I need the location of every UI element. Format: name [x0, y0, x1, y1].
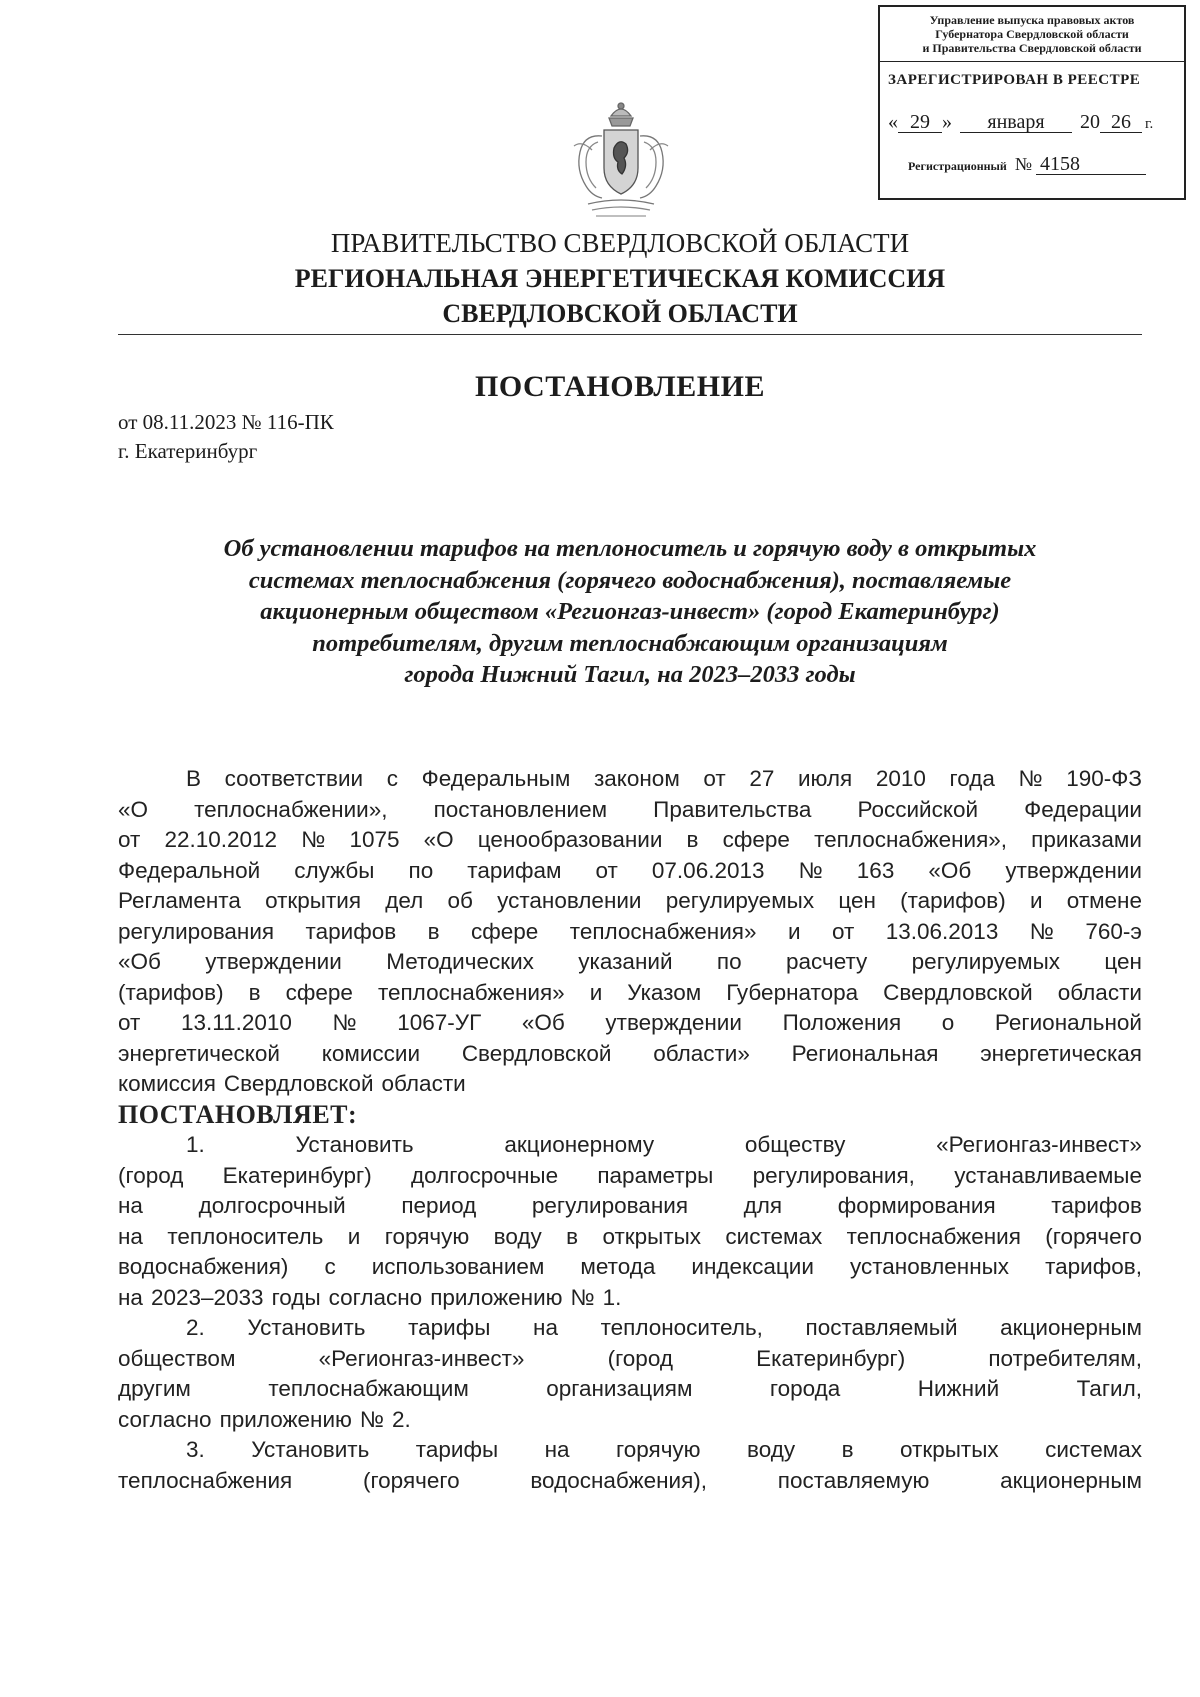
stamp-office-name: Управление выпуска правовых актов Губернатора Свердловской области и Правительства Свердловской области: [880, 7, 1184, 62]
commission-name-line2: СВЕРДЛОВСКОЙ ОБЛАСТИ: [442, 299, 798, 328]
body-line: «Об утверждении Методических указаний по расчету регулируемых цен: [118, 949, 1142, 974]
stamp-month: января: [960, 112, 1072, 133]
coat-of-arms-emblem: [562, 100, 680, 220]
body-line: обществом «Регионгаз-инвест» (город Екатеринбург) потребителям,: [118, 1345, 1142, 1371]
subject-line: города Нижний Тагил, на 2023–2033 годы: [404, 661, 856, 688]
body-line: на теплоноситель и горячую воду в открытых системах теплоснабжения (горячего: [118, 1223, 1142, 1249]
stamp-registered-label: ЗАРЕГИСТРИРОВАН В РЕЕСТРЕ: [888, 72, 1141, 88]
body-line: от 22.10.2012 № 1075 «О ценообразовании в сфере теплоснабжения», приказами: [118, 827, 1142, 852]
body-line: (город Екатеринбург) долгосрочные параметры регулирования, устанавливаемые: [118, 1162, 1142, 1188]
document-subject: [140, 533, 1120, 691]
body-line: водоснабжения) с использованием метода индексации установленных тарифов,: [118, 1254, 1142, 1279]
body-line: 3. Установить тарифы на горячую воду в открытых системах: [186, 1437, 1142, 1462]
stamp-date: « 29 » января 20 26 г.: [888, 111, 1154, 133]
body-line: 1. Установить акционерному обществу «Регионгаз-инвест»: [186, 1132, 1142, 1157]
body-line: теплоснабжения (горячего водоснабжения), поставляемую акционерным: [118, 1467, 1142, 1493]
item-2: [118, 1313, 1142, 1435]
stamp-year: 26: [1100, 112, 1142, 133]
body-line: Федеральной службы по тарифам от 07.06.2013 № 163 «Об утверждении: [118, 857, 1142, 883]
subject-line: акционерным обществом «Регионгаз-инвест» (город Екатеринбург): [260, 598, 1000, 625]
government-name: ПРАВИТЕЛЬСТВО СВЕРДЛОВСКОЙ ОБЛАСТИ: [330, 228, 910, 258]
header-divider: [118, 334, 1142, 335]
commission-name-line1: РЕГИОНАЛЬНАЯ ЭНЕРГЕТИЧЕСКАЯ КОМИССИЯ: [294, 264, 946, 293]
body-line: на долгосрочный период регулирования для формирования тарифов: [118, 1193, 1142, 1218]
item-3: [118, 1435, 1142, 1496]
subject-line: потребителям, другим теплоснабжающим организациям: [312, 629, 948, 657]
body-line: (тарифов) в сфере теплоснабжения» и Указом Губернатора Свердловской области: [118, 979, 1142, 1005]
body-line: согласно приложению № 2.: [118, 1406, 411, 1432]
subject-line: системах теплоснабжения (горячего водоснабжения), поставляемые: [248, 566, 1012, 594]
document-body: [118, 764, 1142, 1496]
body-line: 2. Установить тарифы на теплоноситель, поставляемый акционерным: [186, 1315, 1142, 1340]
body-line: энергетической комиссии Свердловской области» Региональная энергетическая: [118, 1040, 1142, 1066]
document-type-title: ПОСТАНОВЛЕНИЕ: [475, 370, 765, 403]
body-line: другим теплоснабжающим организациям города Нижний Тагил,: [118, 1376, 1142, 1401]
preamble: [118, 764, 1142, 1100]
stamp-registration-number: Регистрационный № 4158: [908, 154, 1184, 175]
body-line: «О теплоснабжении», постановлением Правительства Российской Федерации: [118, 796, 1142, 822]
body-line: на 2023–2033 годы согласно приложению № 1.: [118, 1284, 622, 1310]
stamp-day: 29: [898, 112, 942, 133]
stamp-number-value: 4158: [1036, 154, 1146, 175]
document-city: г. Екатеринбург: [118, 439, 258, 463]
document-date-number: от 08.11.2023 № 116-ПК: [118, 410, 334, 434]
body-line: регулирования тарифов в сфере теплоснабжения» и от 13.06.2013 № 760-э: [118, 918, 1142, 944]
body-line: Регламента открытия дел об установлении регулируемых цен (тарифов) и отмене: [118, 888, 1142, 913]
resolves-heading: ПОСТАНОВЛЯЕТ:: [118, 1099, 358, 1129]
body-line: от 13.11.2010 № 1067-УГ «Об утверждении Положения о Региональной: [118, 1010, 1142, 1035]
body-line: комиссия Свердловской области: [118, 1071, 466, 1096]
body-line: В соответствии с Федеральным законом от 27 июля 2010 года № 190-ФЗ: [186, 766, 1142, 791]
registration-stamp: [878, 5, 1186, 200]
item-1: [118, 1130, 1142, 1313]
subject-line: Об установлении тарифов на теплоноситель и горячую воду в открытых: [223, 535, 1037, 562]
